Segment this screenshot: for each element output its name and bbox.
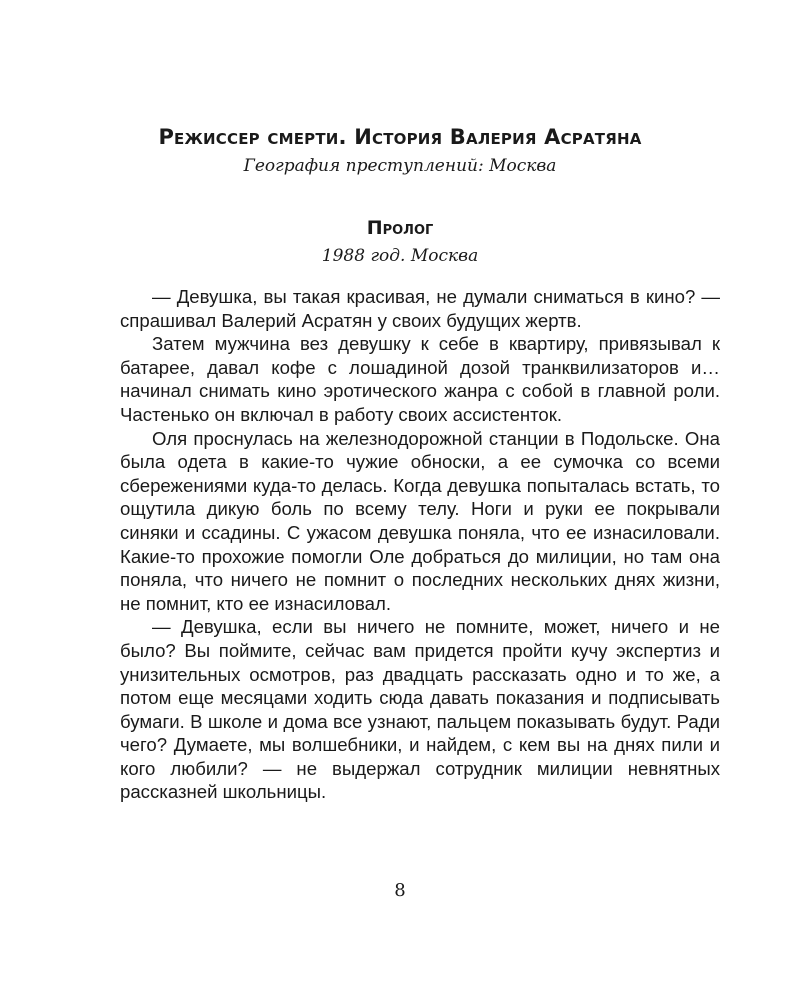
section-title: Пролог [366,217,434,239]
body-text [120,285,720,804]
paragraph: — Девушка, вы такая красивая, не думали сниматься в кино? — спрашивал Валерий Асратян у своих будущих жертв. [120,286,720,331]
paragraph: Оля проснулась на железнодорожной станции в Подольске. Она была одета в какие-то чужие обноски, а ее сумочка со всеми сбережениями куда-то делась. Когда девушка попыталась встать, то ощутила дикую боль по всему телу. Ноги и руки ее покрывали синяки и ссадины. С ужасом девушка поняла, что ее изнасиловали. Какие-то прохожие помогли Оле добраться до милиции, но там она поняла, что ничего не помнит о последних нескольких днях жизни, не помнит, кто ее изнасиловал. [120,427,720,614]
chapter-title: Режиссер смерти. История Валерия Асратяна [158,125,642,149]
paragraph: Затем мужчина вез девушку к себе в квартиру, привязывал к батарее, давал кофе с лошадиной дозой транквилизаторов и… начинал снимать кино эротического жанра с собой в главной роли. Частенько он включал в работу своих ассистенток. [120,333,720,425]
chapter-subtitle: География преступлений: Москва [243,156,557,176]
paragraph: — Девушка, если вы ничего не помните, может, ничего и не было? Вы поймите, сейчас вам придется пройти кучу экспертиз и унизительных осмотров, раз двадцать рассказать одно и то же, а потом еще месяцами ходить сюда давать показания и подписывать бумаги. В школе и дома все узнают, пальцем показывать будут. Ради чего? Думаете, мы волшебники, и найдем, с кем вы на днях пили и кого любили? — не выдержал сотрудник милиции невнятных рассказней школьницы. [120,616,720,803]
page-number: 8 [394,880,406,901]
section-subtitle: 1988 год. Москва [321,246,479,266]
